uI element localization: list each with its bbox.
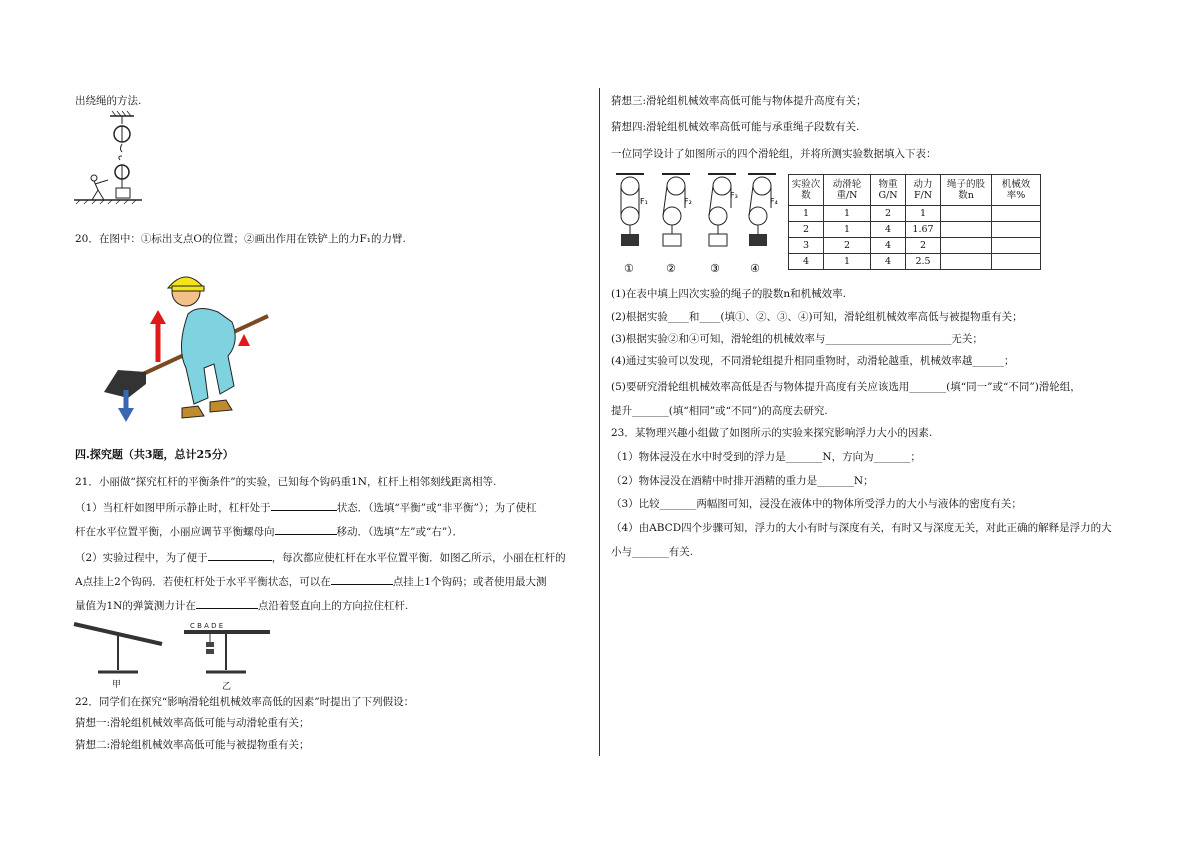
answer-blank[interactable]: [208, 550, 272, 561]
pulley-label: ③: [710, 262, 720, 275]
table-header: 机械效率%: [992, 175, 1041, 206]
question-23-part2: （2）物体浸没在酒精中时排开酒精的重力是_______N；: [611, 475, 874, 487]
guess-4: 猜想四:滑轮组机械效率高低可能与承重绳子段数有关.: [611, 121, 860, 133]
table-cell: 4: [871, 238, 906, 254]
question-22-part3: (3)根据实验②和④可知，滑轮组的机械效率与________________________无关；: [611, 333, 983, 345]
section-title: 四.探究题（共3题，总计25分）: [75, 448, 234, 461]
table-cell: 1: [906, 206, 941, 222]
question-23-part4-cont: 小与_______有关.: [611, 546, 694, 558]
question-20: 20．在图中：①标出支点O的位置；②画出作用在铁铲上的力F₁的力臂.: [75, 233, 406, 245]
pulley-label: ②: [666, 262, 676, 275]
figure-label-jia: 甲: [112, 680, 122, 690]
figure-label-yi: 乙: [222, 682, 232, 692]
text: 点沿着竖直向上的方向拉住杠杆.: [257, 600, 409, 612]
table-cell: 3: [789, 238, 824, 254]
text: （1）当杠杆如图甲所示静止时，杠杆处于: [75, 502, 271, 514]
table-cell: 1: [824, 222, 871, 238]
table-cell: 1.67: [906, 222, 941, 238]
table-cell: 4: [871, 254, 906, 270]
experiment-table: [788, 174, 1041, 270]
pulley-hoist-figure: [72, 110, 152, 220]
answer-blank[interactable]: [271, 500, 337, 511]
text: A点挂上2个钩码．若使杠杆处于水平平衡状态，可以在: [75, 576, 331, 588]
guess-1: 猜想一:滑轮组机械效率高低可能与动滑轮重有关；: [75, 717, 310, 729]
force-label: F₄: [770, 197, 778, 206]
text: 移动．（选填“左”或“右”）．: [336, 526, 463, 538]
table-row: [789, 254, 1041, 270]
column-divider: [599, 88, 600, 756]
pulley-label: ④: [750, 262, 760, 275]
question-22-part5-cont: 提升_______(填“相同”或“不同”)的高度去研究.: [611, 405, 828, 417]
question-22-intro: 22．同学们在探究“影响滑轮组机械效率高低的因素”时提出了下列假设：: [75, 696, 415, 708]
table-cell-blank[interactable]: [992, 238, 1041, 254]
force-label: F₂: [684, 197, 692, 206]
table-row: [789, 206, 1041, 222]
text: ，每次都应使杠杆在水平位置平衡．如图乙所示，小丽在杠杆的: [271, 552, 566, 564]
question-23-part1: （1）物体浸没在水中时受到的浮力是_______N，方向为_______；: [611, 451, 921, 463]
design-intro: 一位同学设计了如图所示的四个滑轮组，并将所测实验数据填入下表：: [611, 148, 937, 160]
table-cell-blank[interactable]: [992, 254, 1041, 270]
table-header: 动力F/N: [906, 175, 941, 206]
table-cell: 2: [789, 222, 824, 238]
table-cell: 4: [789, 254, 824, 270]
table-cell: 1: [789, 206, 824, 222]
lever-point-labels: C B A D E: [190, 622, 224, 630]
guess-3: 猜想三:滑轮组机械效率高低可能与物体提升高度有关；: [611, 95, 867, 107]
table-cell: 2: [906, 238, 941, 254]
question-21-part1-cont: [75, 524, 463, 539]
table-row: [789, 222, 1041, 238]
question-23-part3: （3）比较_______两幅图可知，浸没在液体中的物体所受浮力的大小与液体的密度有关；: [611, 498, 1022, 510]
question-23-part4: （4）由ABCD四个步骤可知，浮力的大小有时与深度有关，有时又与深度无关，对此正确的解释是浮力的大: [611, 522, 1112, 534]
question-22-part4: (4)通过实验可以发现，不同滑轮组提升相同重物时，动滑轮越重，机械效率越______；: [611, 355, 1015, 367]
table-header-row: [789, 175, 1041, 206]
pulley-label: ①: [624, 262, 634, 275]
pulley-systems-figure: [610, 168, 785, 278]
table-header: 实验次数: [789, 175, 824, 206]
shovel-worker-figure: [98, 274, 278, 424]
table-header: 绳子的股数n: [941, 175, 992, 206]
table-cell-blank[interactable]: [941, 254, 992, 270]
table-header: 物重G/N: [871, 175, 906, 206]
text: （2）实验过程中，为了便于: [75, 552, 208, 564]
question-21-part2-cont2: [75, 598, 408, 613]
answer-blank[interactable]: [196, 598, 258, 609]
table-cell-blank[interactable]: [992, 206, 1041, 222]
force-label: F₁: [640, 197, 648, 206]
answer-blank[interactable]: [275, 524, 337, 535]
table-cell-blank[interactable]: [992, 222, 1041, 238]
lever-figures: [70, 614, 290, 694]
table-header: 动滑轮重/N: [824, 175, 871, 206]
question-22-part2: (2)根据实验____和____(填①、②、③、④)可知，滑轮组机械效率高低与被提物重有关；: [611, 311, 1023, 323]
question-21-part2: [75, 550, 566, 565]
force-label: F₃: [730, 191, 738, 200]
text: 点挂上1个钩码；或者使用最大测: [392, 576, 547, 588]
table-cell: 4: [871, 222, 906, 238]
text-line: 出绕绳的方法.: [75, 95, 142, 107]
question-22-part5: (5)要研究滑轮组机械效率高低是否与物体提升高度有关应该选用_______(填“同一”或“不同”)滑轮组，: [611, 381, 1081, 393]
question-22-part1: (1)在表中填上四次实验的绳子的股数n和机械效率.: [611, 288, 846, 300]
table-cell-blank[interactable]: [941, 222, 992, 238]
table-cell: 2.5: [906, 254, 941, 270]
text: 量值为1N的弹簧测力计在: [75, 600, 196, 612]
guess-2: 猜想二:滑轮组机械效率高低可能与被提物重有关；: [75, 739, 310, 751]
table-cell: 1: [824, 206, 871, 222]
table-cell: 2: [871, 206, 906, 222]
table-cell: 2: [824, 238, 871, 254]
table-row: [789, 238, 1041, 254]
question-23-intro: 23．某物理兴趣小组做了如图所示的实验来探究影响浮力大小的因素.: [611, 427, 933, 439]
table-cell: 1: [824, 254, 871, 270]
answer-blank[interactable]: [331, 574, 393, 585]
question-21-part2-cont: [75, 574, 546, 589]
question-21-part1: [75, 500, 537, 515]
text: 状态．（选填“平衡”或“非平衡”）；为了使杠: [336, 502, 537, 514]
question-21-intro: 21．小丽做“探究杠杆的平衡条件”的实验，已知每个钩码重1N，杠杆上相邻刻线距离相等.: [75, 476, 497, 488]
table-cell-blank[interactable]: [941, 206, 992, 222]
table-cell-blank[interactable]: [941, 238, 992, 254]
text: 杆在水平位置平衡，小丽应调节平衡螺母向: [75, 526, 275, 538]
